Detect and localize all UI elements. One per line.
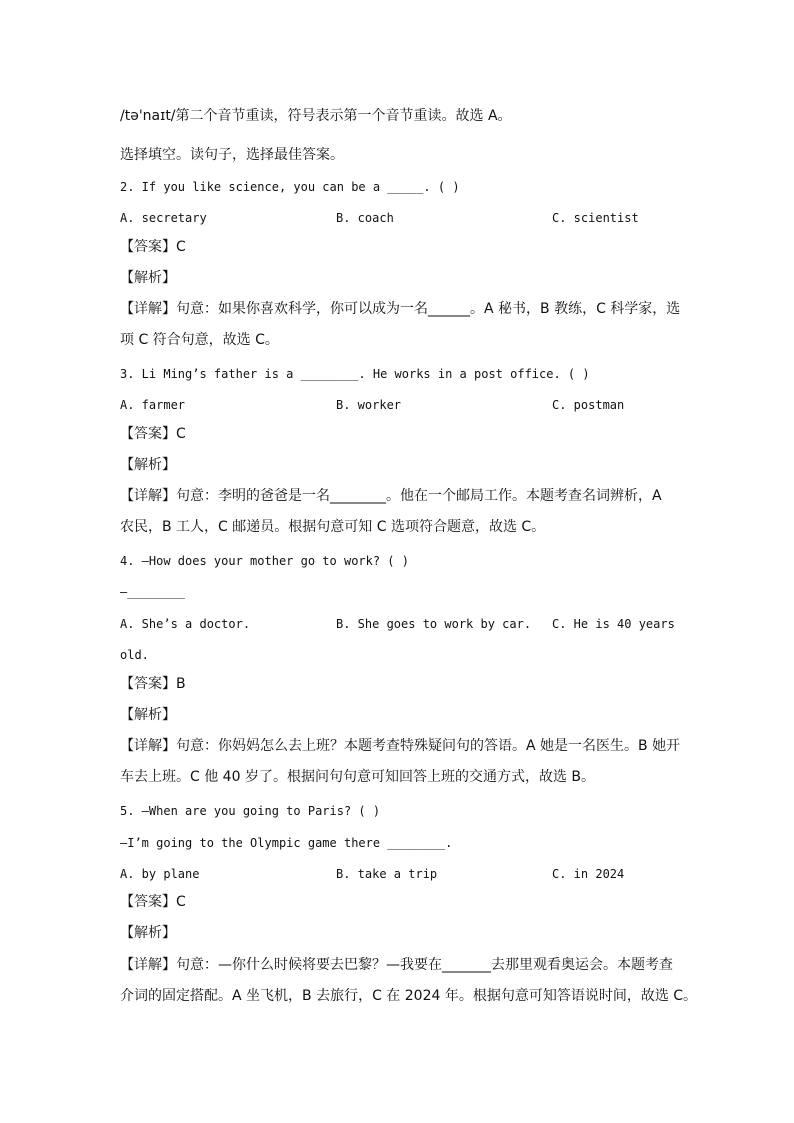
question-3-option-c: C. postman [552, 398, 625, 412]
question-3-analysis-label: 【解析】 [120, 457, 176, 473]
question-4-option-wrap: old. [120, 648, 149, 662]
question-4-reply: —________ [120, 585, 186, 599]
question-4-answer: 【答案】B [120, 676, 186, 692]
question-2-option-a: A. secretary [120, 211, 207, 225]
question-4-option-b: B. She goes to work by car. [336, 617, 532, 631]
question-4-option-c: C. He is 40 years [552, 617, 675, 631]
question-2-analysis-label: 【解析】 [120, 270, 176, 286]
question-5-reply: —I’m going to the Olympic game there ________. [120, 836, 453, 850]
question-4-detail-line-2: 车去上班。C 他 40 岁了。根据问句句意可知回答上班的交通方式，故选 B。 [120, 769, 595, 785]
question-2-detail-line-1: 【详解】句意：如果你喜欢科学，你可以成为一名______。A 秘书，B 教练，C 科学家，选 [120, 301, 681, 317]
question-3-answer: 【答案】C [120, 426, 186, 442]
question-5-answer: 【答案】C [120, 894, 186, 910]
question-3-option-b: B. worker [336, 398, 402, 412]
question-3-detail-line-2: 农民，B 工人，C 邮递员。根据句意可知 C 选项符合题意，故选 C。 [120, 519, 546, 535]
top-note: /tə'naɪt/第二个音节重读，符号表示第一个音节重读。故选 A。 [120, 108, 512, 124]
section-instruction: 选择填空。读句子，选择最佳答案。 [120, 147, 344, 163]
question-3-option-a: A. farmer [120, 398, 186, 412]
question-5-detail-line-2: 介词的固定搭配。A 坐飞机，B 去旅行，C 在 2024 年。根据句意可知答语说时间，故选 C。 [120, 988, 698, 1004]
question-4-detail-line-1: 【详解】句意：你妈妈怎么去上班？本题考查特殊疑问句的答语。A 她是一名医生。B 她开 [120, 738, 681, 754]
question-2-option-c: C. scientist [552, 211, 639, 225]
question-4-analysis-label: 【解析】 [120, 707, 176, 723]
question-5-analysis-label: 【解析】 [120, 925, 176, 941]
question-3-detail-line-1: 【详解】句意：李明的爸爸是一名________。他在一个邮局工作。本题考查名词辨析，A [120, 488, 662, 504]
question-3-stem: 3. Li Ming’s father is a ________. He works in a post office. ( ) [120, 367, 590, 381]
question-2-stem: 2. If you like science, you can be a _____. ( ) [120, 180, 460, 194]
question-5-option-c: C. in 2024 [552, 867, 625, 881]
question-4-option-a: A. She’s a doctor. [120, 617, 251, 631]
question-2-option-b: B. coach [336, 211, 394, 225]
question-5-stem: 5. —When are you going to Paris? ( ) [120, 804, 381, 818]
question-5-detail-line-1: 【详解】句意：—你什么时候将要去巴黎？—我要在_______去那里观看奥运会。本题考查 [120, 957, 673, 973]
question-5-option-a: A. by plane [120, 867, 200, 881]
question-4-stem: 4. —How does your mother go to work? ( ) [120, 554, 409, 568]
question-5-option-b: B. take a trip [336, 867, 438, 881]
question-2-detail-line-2: 项 C 符合句意，故选 C。 [120, 332, 279, 348]
question-2-answer: 【答案】C [120, 239, 186, 255]
